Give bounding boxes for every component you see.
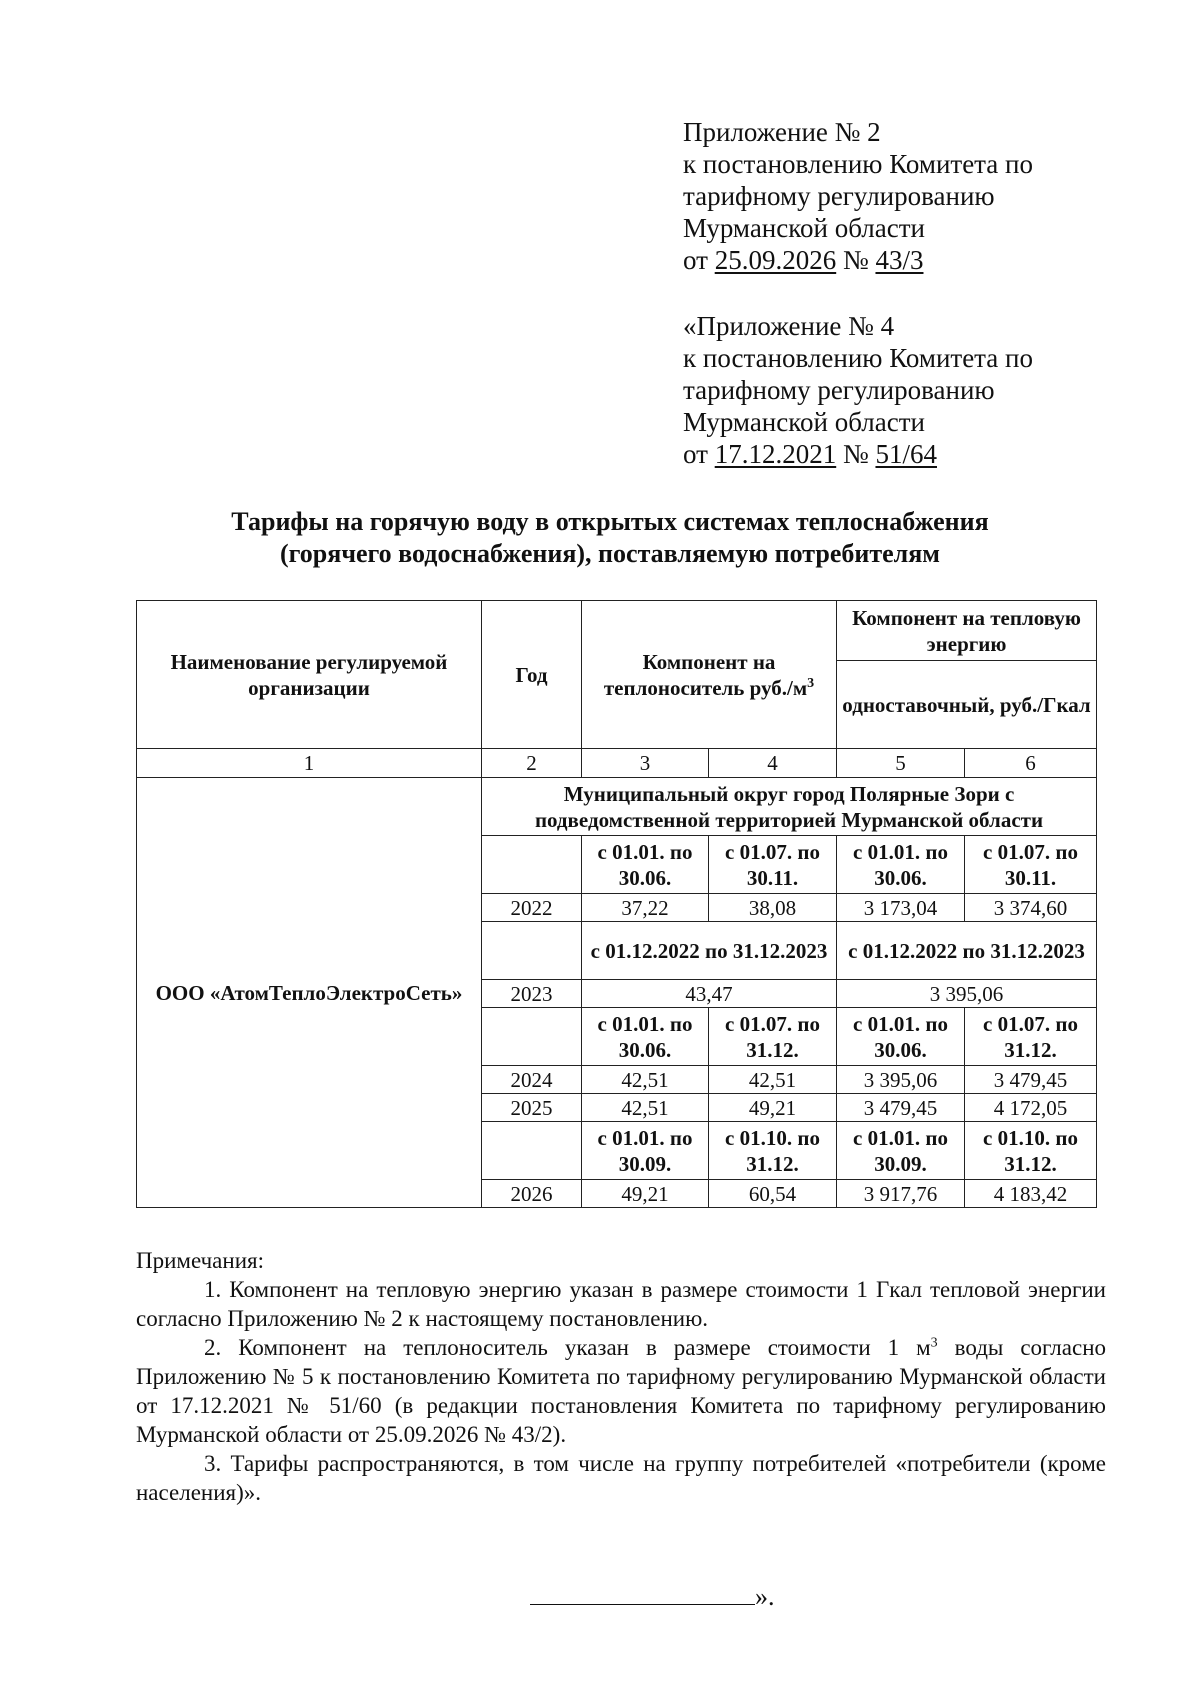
value-cell: 3 374,60: [965, 894, 1097, 922]
appendix-line: Приложение № 2: [683, 117, 881, 147]
period-cell: с 01.07. по 31.12.: [965, 1008, 1097, 1066]
header-coolant: [582, 601, 837, 749]
col-number: 5: [837, 749, 965, 778]
quoted-appendix-reference: [683, 310, 1033, 470]
col-number: 4: [709, 749, 837, 778]
value-cell: 38,08: [709, 894, 837, 922]
closing-line: [530, 1582, 775, 1612]
note-3: 3. Тарифы распространяются, в том числе на группу потребителей «потребители (кроме населения)».: [136, 1451, 1106, 1505]
value-cell: 42,51: [582, 1066, 709, 1094]
col-number: 3: [582, 749, 709, 778]
period-cell: с 01.01. по 30.06.: [582, 836, 709, 894]
separator-line: [530, 1582, 755, 1605]
year-cell: 2024: [482, 1066, 582, 1094]
document-title: [120, 506, 1100, 570]
period-cell: с 01.07. по 31.12.: [709, 1008, 837, 1066]
value-cell: 3 917,76: [837, 1180, 965, 1208]
appendix-date-line: [683, 244, 1033, 276]
value-cell: 43,47: [582, 980, 837, 1008]
period-cell: с 01.01. по 30.09.: [837, 1122, 965, 1180]
header-coolant-text: Компонент на теплоноситель руб./м: [603, 649, 808, 700]
appendix-line: к постановлению Комитета по: [683, 149, 1033, 179]
notes-section: [136, 1246, 1106, 1507]
period-cell: с 01.07. по 30.11.: [709, 836, 837, 894]
year-cell: 2026: [482, 1180, 582, 1208]
value-cell: 3 395,06: [837, 980, 1097, 1008]
number-label: №: [842, 439, 869, 469]
period-cell: с 01.01. по 30.09.: [582, 1122, 709, 1180]
appendix-number: 43/3: [875, 245, 924, 275]
col-number: 2: [482, 749, 582, 778]
note-2: [136, 1333, 1106, 1449]
value-cell: 60,54: [709, 1180, 837, 1208]
value-cell: 4 183,42: [965, 1180, 1097, 1208]
appendix-line: Мурманской области: [683, 213, 925, 243]
value-cell: 42,51: [709, 1066, 837, 1094]
col-number: 1: [137, 749, 482, 778]
quoted-appendix-line: Мурманской области: [683, 407, 925, 437]
col-number: 6: [965, 749, 1097, 778]
note-2-sup: 3: [930, 1335, 938, 1351]
appendix-reference: [683, 116, 1033, 276]
year-cell: 2022: [482, 894, 582, 922]
title-line-1: Тарифы на горячую воду в открытых системах теплоснабжения: [231, 507, 989, 536]
value-cell: 42,51: [582, 1094, 709, 1122]
value-cell: 49,21: [709, 1094, 837, 1122]
organization-name: ООО «АтомТеплоЭлектроСеть»: [137, 778, 482, 1208]
value-cell: 3 395,06: [837, 1066, 965, 1094]
quoted-appendix-number: 51/64: [875, 439, 937, 469]
value-cell: 49,21: [582, 1180, 709, 1208]
number-label: №: [842, 245, 869, 275]
period-cell: с 01.07. по 30.11.: [965, 836, 1097, 894]
period-cell: с 01.01. по 30.06.: [582, 1008, 709, 1066]
tariff-table: [136, 600, 1097, 1208]
quoted-appendix-line: «Приложение № 4: [683, 311, 895, 341]
value-cell: 3 173,04: [837, 894, 965, 922]
notes-heading: Примечания:: [136, 1248, 264, 1273]
quoted-appendix-date: 17.12.2021: [714, 439, 837, 469]
header-heat-sub: одноставочный, руб./Гкал: [837, 661, 1097, 749]
appendix-date: 25.09.2026: [714, 245, 837, 275]
quoted-appendix-date-line: [683, 438, 1033, 470]
value-cell: 3 479,45: [837, 1094, 965, 1122]
period-cell: с 01.01. по 30.06.: [837, 836, 965, 894]
region-name: Муниципальный округ город Полярные Зори с подведомственной территорией Мурманской области: [482, 778, 1097, 836]
period-cell: с 01.10. по 31.12.: [709, 1122, 837, 1180]
note-2-text-b: воды согласно Приложению № 5 к постановлению Комитета по тарифному регулированию Мурманской области от 17.12.2021 № 51/60 (в редакции постановления Комитета по тарифному регулированию Мурманской области от 25.09.2026 № 43/2).: [136, 1335, 1106, 1447]
period-cell: с 01.12.2022 по 31.12.2023: [582, 922, 837, 980]
header-year: Год: [482, 601, 582, 749]
note-2-text-a: 2. Компонент на теплоноситель указан в размере стоимости 1 м: [204, 1335, 931, 1360]
value-cell: 37,22: [582, 894, 709, 922]
note-1: 1. Компонент на тепловую энергию указан в размере стоимости 1 Гкал тепловой энергии согласно Приложению № 2 к настоящему постановлению.: [136, 1277, 1106, 1331]
period-cell: с 01.12.2022 по 31.12.2023: [837, 922, 1097, 980]
value-cell: 4 172,05: [965, 1094, 1097, 1122]
header-heat: Компонент на тепловую энергию: [837, 601, 1097, 661]
value-cell: 3 479,45: [965, 1066, 1097, 1094]
closing-quote: ».: [755, 1582, 775, 1611]
header-coolant-sup: 3: [807, 675, 815, 691]
header-org: Наименование регулируемой организации: [137, 601, 482, 749]
appendix-line: тарифному регулированию: [683, 181, 995, 211]
quoted-appendix-line: к постановлению Комитета по: [683, 343, 1033, 373]
period-cell: с 01.10. по 31.12.: [965, 1122, 1097, 1180]
from-label: от: [683, 439, 708, 469]
year-cell: 2023: [482, 980, 582, 1008]
year-cell: 2025: [482, 1094, 582, 1122]
quoted-appendix-line: тарифному регулированию: [683, 375, 995, 405]
from-label: от: [683, 245, 708, 275]
period-cell: с 01.01. по 30.06.: [837, 1008, 965, 1066]
title-line-2: (горячего водоснабжения), поставляемую потребителям: [279, 539, 941, 568]
